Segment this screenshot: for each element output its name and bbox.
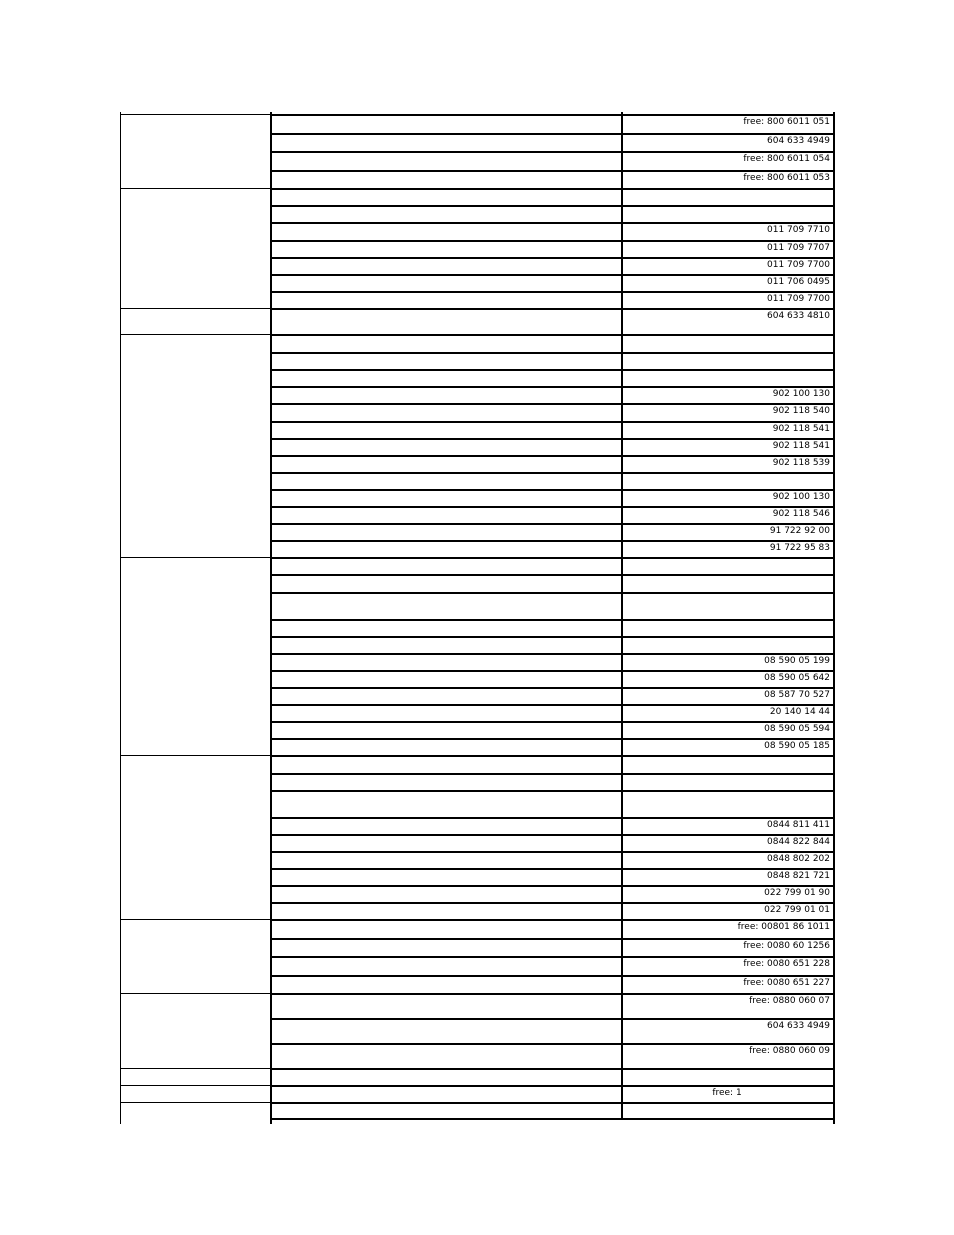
row-divider	[271, 257, 622, 259]
row-divider	[271, 455, 622, 457]
phone-number: 902 118 541	[772, 424, 830, 434]
row-divider	[622, 506, 834, 508]
row-divider	[622, 574, 834, 576]
row-divider	[622, 222, 834, 224]
row-divider	[622, 557, 834, 559]
row-divider	[271, 721, 622, 723]
row-divider	[271, 704, 622, 706]
group-divider	[120, 334, 271, 335]
row-divider	[271, 1118, 622, 1120]
phone-number: free: 0080 651 228	[743, 959, 830, 969]
group-divider	[120, 114, 271, 115]
row-divider	[271, 738, 622, 740]
row-divider	[622, 619, 834, 621]
row-divider	[622, 1068, 834, 1070]
row-divider	[622, 472, 834, 474]
row-divider	[271, 653, 622, 655]
row-divider	[271, 902, 622, 904]
phone-number: 604 633 4949	[767, 136, 830, 146]
group-divider	[120, 993, 271, 994]
row-divider	[622, 592, 834, 594]
row-divider	[622, 885, 834, 887]
group-divider	[120, 919, 271, 920]
row-divider	[271, 975, 622, 977]
row-divider	[271, 592, 622, 594]
phone-number: free: 0080 60 1256	[743, 941, 830, 951]
row-divider	[622, 240, 834, 242]
phone-number: 011 709 7700	[767, 294, 830, 304]
row-divider	[622, 455, 834, 457]
row-divider	[271, 557, 622, 559]
row-divider	[271, 919, 622, 921]
row-divider	[271, 438, 622, 440]
row-divider	[271, 1068, 622, 1070]
phone-number: 0844 822 844	[767, 837, 830, 847]
phone-number: 022 799 01 01	[764, 905, 830, 915]
phone-number: 604 633 4949	[767, 1021, 830, 1031]
row-divider	[622, 133, 834, 135]
row-divider	[271, 205, 622, 207]
row-divider	[271, 386, 622, 388]
phone-number: 011 709 7707	[767, 243, 830, 253]
phone-number: 91 722 95 83	[769, 543, 830, 553]
row-divider	[271, 222, 622, 224]
row-divider	[271, 421, 622, 423]
phone-number: 20 140 14 44	[769, 707, 830, 717]
group-divider	[120, 1085, 271, 1086]
phone-number: 011 709 7710	[767, 225, 830, 235]
row-divider	[271, 170, 622, 172]
row-divider	[622, 817, 834, 819]
row-divider	[271, 274, 622, 276]
phone-number: free: 1	[712, 1088, 742, 1098]
phone-number: 902 100 130	[772, 389, 830, 399]
row-divider	[622, 308, 834, 310]
phone-number: free: 800 6011 053	[743, 173, 830, 183]
phone-number: free: 800 6011 051	[743, 117, 830, 127]
row-divider	[622, 369, 834, 371]
row-divider	[271, 790, 622, 792]
row-divider	[622, 291, 834, 293]
group-divider	[120, 188, 271, 189]
row-divider	[622, 540, 834, 542]
row-divider	[622, 438, 834, 440]
phone-number: 08 590 05 199	[764, 656, 830, 666]
row-divider	[271, 489, 622, 491]
row-divider	[622, 1018, 834, 1020]
phone-number: 91 722 92 00	[769, 526, 830, 536]
row-divider	[271, 851, 622, 853]
row-divider	[271, 868, 622, 870]
row-divider	[271, 114, 622, 116]
row-divider	[271, 151, 622, 153]
row-divider	[271, 619, 622, 621]
phone-number: 08 590 05 594	[764, 724, 830, 734]
row-divider	[271, 687, 622, 689]
row-divider	[271, 188, 622, 190]
phone-number: free: 0080 651 227	[743, 978, 830, 988]
row-divider	[622, 188, 834, 190]
row-divider	[271, 1018, 622, 1020]
row-divider	[622, 993, 834, 995]
row-divider	[622, 704, 834, 706]
row-divider	[271, 773, 622, 775]
phone-number: free: 0880 060 09	[749, 1046, 830, 1056]
row-divider	[622, 868, 834, 870]
phone-number: 022 799 01 90	[764, 888, 830, 898]
group-divider	[120, 1068, 271, 1069]
row-divider	[622, 114, 834, 116]
row-divider	[271, 755, 622, 757]
column-divider	[621, 112, 623, 1120]
row-divider	[271, 352, 622, 354]
column-divider	[833, 112, 835, 1124]
row-divider	[622, 205, 834, 207]
row-divider	[622, 902, 834, 904]
column-divider	[120, 112, 121, 1124]
phone-number: 011 706 0495	[767, 277, 830, 287]
row-divider	[622, 1118, 834, 1120]
phone-number: 08 587 70 527	[764, 690, 830, 700]
row-divider	[271, 240, 622, 242]
row-divider	[271, 506, 622, 508]
row-divider	[622, 653, 834, 655]
row-divider	[622, 834, 834, 836]
row-divider	[622, 790, 834, 792]
row-divider	[622, 773, 834, 775]
row-divider	[271, 1102, 622, 1104]
group-divider	[120, 755, 271, 756]
row-divider	[622, 403, 834, 405]
row-divider	[622, 170, 834, 172]
phone-number: 902 118 540	[772, 406, 830, 416]
group-divider	[120, 308, 271, 309]
row-divider	[622, 919, 834, 921]
row-divider	[622, 738, 834, 740]
row-divider	[271, 523, 622, 525]
row-divider	[622, 721, 834, 723]
row-divider	[622, 636, 834, 638]
row-divider	[271, 308, 622, 310]
phone-number: 0844 811 411	[767, 820, 830, 830]
row-divider	[271, 369, 622, 371]
group-divider	[120, 1102, 271, 1103]
row-divider	[622, 851, 834, 853]
row-divider	[622, 334, 834, 336]
row-divider	[271, 540, 622, 542]
row-divider	[622, 523, 834, 525]
phone-number: 902 118 539	[772, 458, 830, 468]
phone-number: 08 590 05 185	[764, 741, 830, 751]
row-divider	[271, 993, 622, 995]
row-divider	[622, 1043, 834, 1045]
row-divider	[271, 834, 622, 836]
row-divider	[271, 291, 622, 293]
row-divider	[622, 670, 834, 672]
phone-number: free: 800 6011 054	[743, 154, 830, 164]
row-divider	[622, 151, 834, 153]
row-divider	[271, 133, 622, 135]
phone-number: 604 633 4810	[767, 311, 830, 321]
row-divider	[622, 956, 834, 958]
phone-number: 0848 821 721	[767, 871, 830, 881]
row-divider	[622, 386, 834, 388]
row-divider	[622, 1102, 834, 1104]
row-divider	[271, 574, 622, 576]
group-divider	[120, 557, 271, 558]
column-divider	[270, 112, 272, 1124]
row-divider	[622, 755, 834, 757]
row-divider	[271, 956, 622, 958]
row-divider	[622, 352, 834, 354]
row-divider	[622, 975, 834, 977]
phone-number: 902 118 541	[772, 441, 830, 451]
row-divider	[622, 1085, 834, 1087]
row-divider	[622, 274, 834, 276]
phone-number: 902 100 130	[772, 492, 830, 502]
row-divider	[271, 334, 622, 336]
phone-number: 08 590 05 642	[764, 673, 830, 683]
phone-number: 902 118 546	[772, 509, 830, 519]
row-divider	[271, 636, 622, 638]
row-divider	[271, 1043, 622, 1045]
row-divider	[622, 257, 834, 259]
row-divider	[622, 938, 834, 940]
row-divider	[622, 687, 834, 689]
row-divider	[271, 885, 622, 887]
row-divider	[622, 489, 834, 491]
row-divider	[271, 817, 622, 819]
phone-number: free: 00801 86 1011	[737, 922, 830, 932]
row-divider	[271, 1085, 622, 1087]
row-divider	[271, 938, 622, 940]
row-divider	[271, 472, 622, 474]
phone-number: free: 0880 060 07	[749, 996, 830, 1006]
row-divider	[271, 670, 622, 672]
phone-number: 0848 802 202	[767, 854, 830, 864]
row-divider	[622, 421, 834, 423]
phone-number: 011 709 7700	[767, 260, 830, 270]
row-divider	[271, 403, 622, 405]
